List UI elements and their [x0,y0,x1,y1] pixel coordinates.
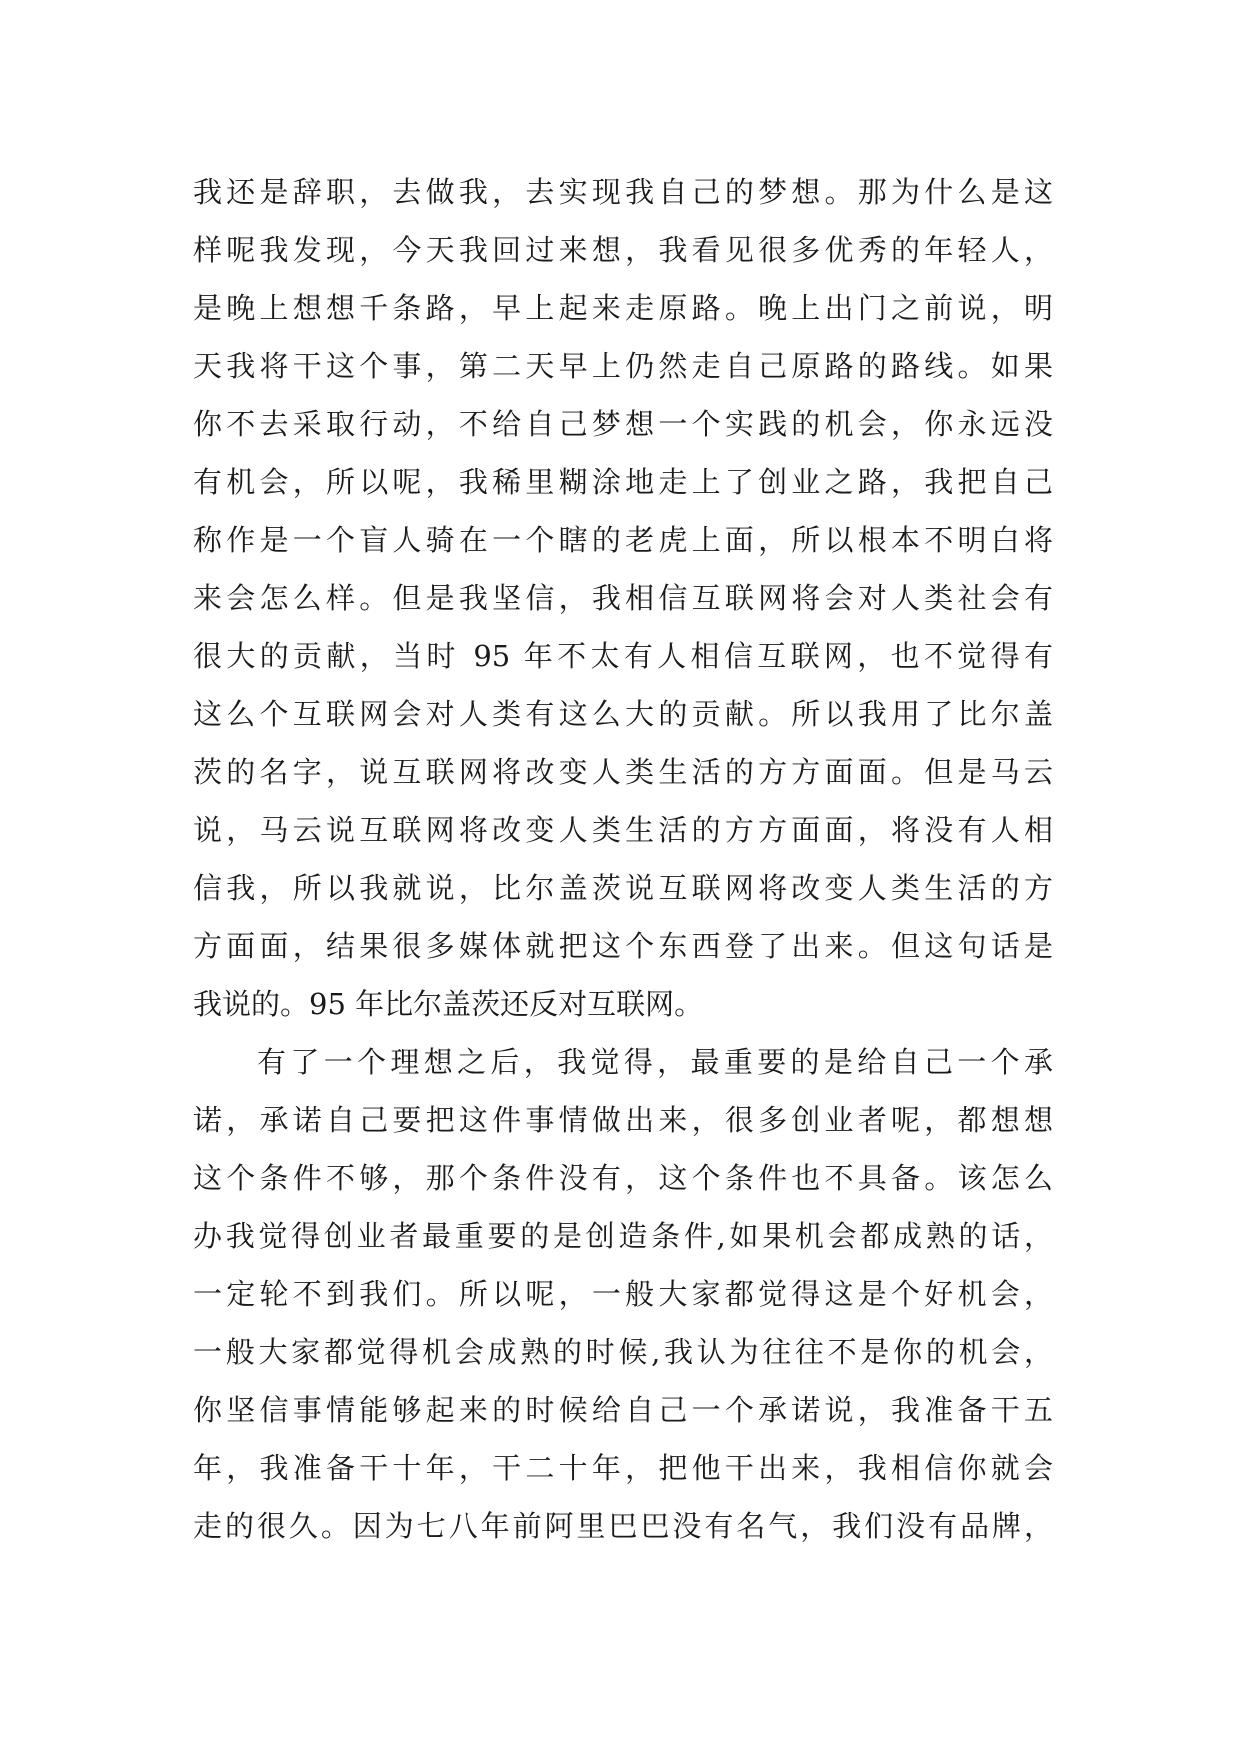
text-line: 我还是辞职，去做我，去实现我自己的梦想。那为什么是这 [193,175,1053,209]
text-line: 信我，所以我就说，比尔盖茨说互联网将改变人类生活的方 [193,871,1053,905]
paragraph-2 [193,1033,1053,1555]
text-line: 一般大家都觉得机会成熟的时候,我认为往往不是你的机会， [193,1335,1053,1369]
text-line: 来会怎么样。但是我坚信，我相信互联网将会对人类社会有 [193,581,1053,615]
text-line: 天我将干这个事，第二天早上仍然走自己原路的路线。如果 [193,349,1053,383]
text-line: 称作是一个盲人骑在一个瞎的老虎上面，所以根本不明白将 [193,523,1053,557]
text-line: 我说的。95 年比尔盖茨还反对互联网。 [193,987,704,1021]
text-line: 茨的名字，说互联网将改变人类生活的方方面面。但是马云 [193,755,1053,789]
text-line: 年，我准备干十年，干二十年，把他干出来，我相信你就会 [193,1451,1053,1485]
text-line: 这个条件不够，那个条件没有，这个条件也不具备。该怎么 [193,1161,1053,1195]
text-line: 方面面，结果很多媒体就把这个东西登了出来。但这句话是 [193,929,1053,963]
paragraph-1 [193,163,1053,1033]
text-line: 很大的贡献，当时 95 年不太有人相信互联网，也不觉得有 [193,639,1053,673]
text-line: 诺，承诺自己要把这件事情做出来，很多创业者呢，都想想 [193,1103,1053,1137]
document-body [193,163,1053,1555]
text-line: 走的很久。因为七八年前阿里巴巴没有名气，我们没有品牌， [193,1509,1053,1543]
text-line: 有了一个理想之后，我觉得，最重要的是给自己一个承 [257,1045,1053,1079]
text-line: 说，马云说互联网将改变人类生活的方方面面，将没有人相 [193,813,1053,847]
text-line: 你坚信事情能够起来的时候给自己一个承诺说，我准备干五 [193,1393,1053,1427]
text-line: 你不去采取行动，不给自己梦想一个实践的机会，你永远没 [193,407,1053,441]
text-line: 一定轮不到我们。所以呢，一般大家都觉得这是个好机会， [193,1277,1053,1311]
text-line: 办我觉得创业者最重要的是创造条件,如果机会都成熟的话， [193,1219,1053,1253]
text-line: 这么个互联网会对人类有这么大的贡献。所以我用了比尔盖 [193,697,1053,731]
text-line: 样呢我发现，今天我回过来想，我看见很多优秀的年轻人， [193,233,1053,267]
text-line: 有机会，所以呢，我稀里糊涂地走上了创业之路，我把自己 [193,465,1053,499]
text-line: 是晚上想想千条路，早上起来走原路。晚上出门之前说，明 [193,291,1053,325]
